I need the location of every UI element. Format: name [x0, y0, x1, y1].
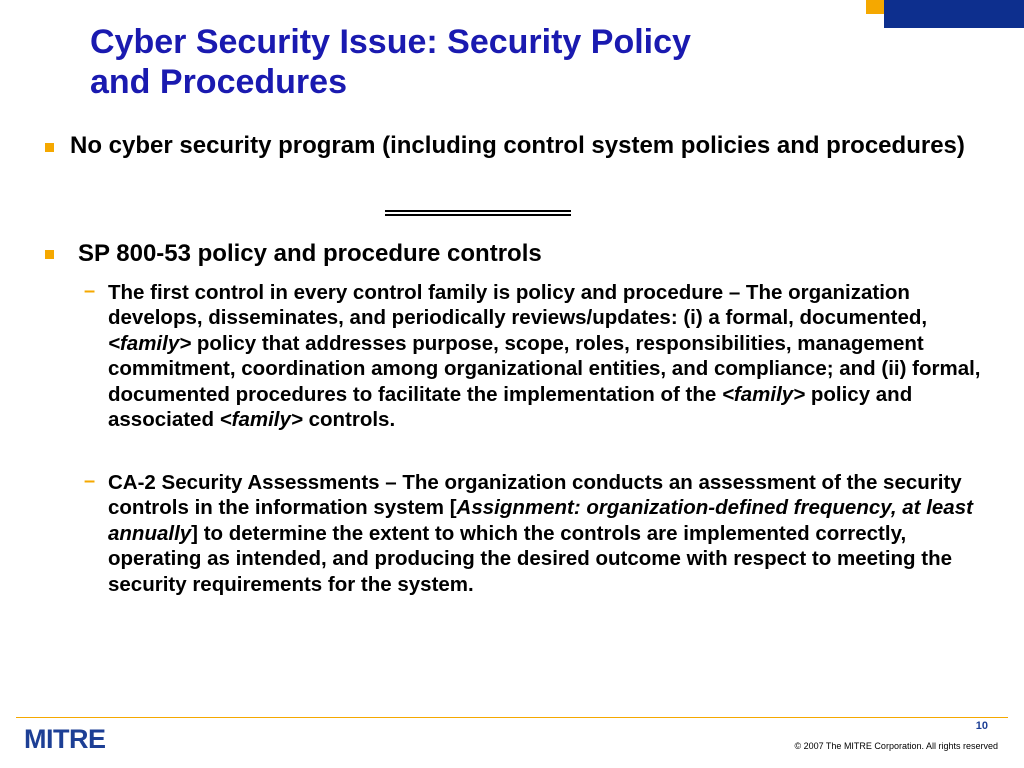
corner-accent-orange [866, 0, 884, 14]
family-term: <family> [219, 408, 303, 432]
bullet-square-icon [45, 250, 54, 259]
dash-bullet-icon: – [84, 280, 96, 302]
sub-bullet-ca2 [108, 470, 988, 597]
sub2-text: CA-2 Security Assessments – The organization conducts an assessment of the security controls in the information system [ [108, 471, 962, 520]
sub1-text: policy and associated [108, 382, 913, 432]
dash-bullet-icon: – [84, 470, 96, 492]
sub1-text: policy that addresses purpose, scope, roles, responsibilities, management commitment, coordination among organizational entities, and compliance; and (ii) formal, documented procedures to facilitate the implementation of the [108, 331, 981, 406]
copyright-notice: © 2007 The MITRE Corporation. All rights reserved [794, 741, 998, 751]
family-term: <family> [108, 331, 192, 355]
assignment-term: Assignment: organization-defined frequency, at least annually [108, 496, 973, 545]
title-line-1: Cyber Security Issue: Security Policy [90, 23, 691, 61]
footer-divider [16, 717, 1008, 718]
sub2-text: ] to determine the extent to which the controls are implemented correctly, operating as intended, and producing the desired outcome with respect to meeting the security requirements for the system. [108, 521, 953, 596]
divider-line-bottom [385, 214, 571, 216]
bullet-no-program: No cyber security program (including control system policies and procedures) [70, 132, 965, 159]
divider-line-top [385, 210, 571, 212]
sub1-text: The first control in every control family is policy and procedure – The organization develops, disseminates, and periodically reviews/updates: (i) a formal, documented, [108, 281, 928, 330]
page-number: 10 [975, 720, 988, 732]
bullet-square-icon [45, 143, 54, 152]
sub-bullet-policy-procedure [108, 280, 988, 432]
family-term: <family> [721, 382, 806, 406]
bullet-sp800-53: SP 800-53 policy and procedure controls [78, 240, 542, 267]
mitre-logo: MITRE [24, 724, 106, 754]
title-line-2: and Procedures [90, 63, 347, 101]
slide-title [90, 22, 850, 102]
corner-accent-blue [884, 0, 1024, 28]
sub1-text: controls. [302, 408, 396, 432]
